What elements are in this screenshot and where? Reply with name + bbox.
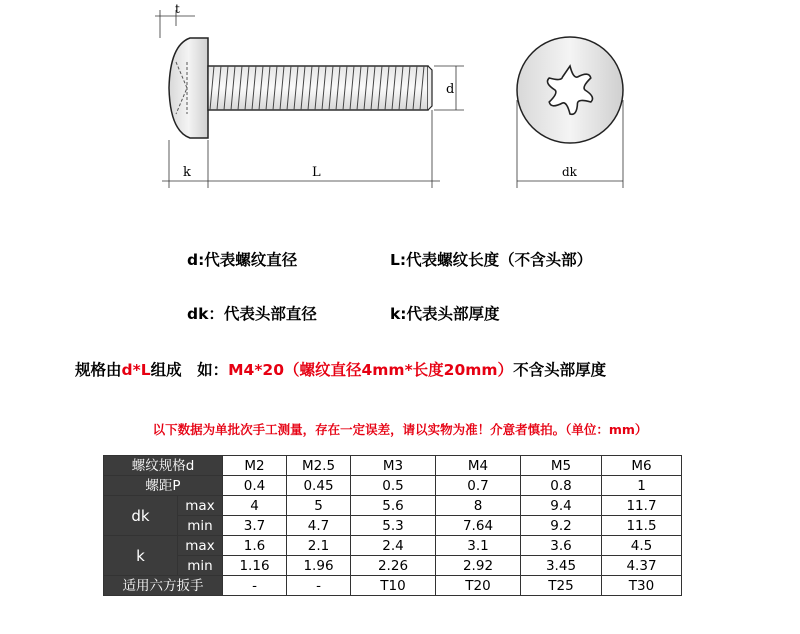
legend-dk: dk：代表头部直径 [187, 305, 317, 323]
spec-middle: 组成 如： [150, 361, 229, 379]
legend-L: L:代表螺纹长度（不含头部） [390, 251, 593, 269]
k-max-cell: 1.6 [223, 536, 287, 556]
k-min-cell: 1.96 [287, 556, 351, 576]
legend-k: k:代表头部厚度 [390, 305, 500, 323]
screw-side-view [155, 2, 464, 188]
k-min-cell: 2.26 [351, 556, 436, 576]
dk-header: dk [104, 496, 178, 536]
dk-min-cell: 11.5 [602, 516, 682, 536]
min-label: min [178, 556, 223, 576]
pitch-cell: 0.7 [436, 476, 521, 496]
wrench-cell: T25 [521, 576, 602, 596]
screw-technical-drawing [0, 0, 800, 200]
dk-max-cell: 5 [287, 496, 351, 516]
k-max-cell: 2.4 [351, 536, 436, 556]
size-cell: M2.5 [287, 456, 351, 476]
measurement-notice: 以下数据为单批次手工测量，存在一定误差，请以实物为准！介意者慎拍。（单位：mm） [152, 422, 648, 437]
size-cell: M4 [436, 456, 521, 476]
dk-max-cell: 8 [436, 496, 521, 516]
k-max-cell: 3.6 [521, 536, 602, 556]
pitch-cell: 0.8 [521, 476, 602, 496]
k-min-cell: 3.45 [521, 556, 602, 576]
pitch-cell: 0.45 [287, 476, 351, 496]
k-max-cell: 2.1 [287, 536, 351, 556]
k-min-cell: 2.92 [436, 556, 521, 576]
table-row-spec [104, 456, 682, 476]
pitch-cell: 0.5 [351, 476, 436, 496]
size-cell: M2 [223, 456, 287, 476]
k-min-cell: 1.16 [223, 556, 287, 576]
spec-header: 螺纹规格d [104, 456, 223, 476]
dk-max-cell: 5.6 [351, 496, 436, 516]
dk-min-cell: 3.7 [223, 516, 287, 536]
table-row-dk-min [104, 516, 682, 536]
table-row-wrench [104, 576, 682, 596]
wrench-cell: T10 [351, 576, 436, 596]
dk-min-cell: 7.64 [436, 516, 521, 536]
wrench-cell: T20 [436, 576, 521, 596]
wrench-cell: - [287, 576, 351, 596]
spec-prefix: 规格由 [75, 361, 122, 379]
size-cell: M5 [521, 456, 602, 476]
spec-example: M4*20（螺纹直径4mm*长度20mm） [228, 361, 514, 379]
dk-max-cell: 11.7 [602, 496, 682, 516]
k-max-cell: 4.5 [602, 536, 682, 556]
spec-table [103, 455, 682, 596]
spec-formula: d*L [121, 361, 151, 379]
min-label: min [178, 516, 223, 536]
dk-min-cell: 4.7 [287, 516, 351, 536]
legend-d: d:代表螺纹直径 [187, 251, 298, 269]
k-min-cell: 4.37 [602, 556, 682, 576]
size-cell: M3 [351, 456, 436, 476]
spec-explanation [75, 358, 606, 380]
pitch-cell: 1 [602, 476, 682, 496]
k-max-cell: 3.1 [436, 536, 521, 556]
k-header: k [104, 536, 178, 576]
table-row-k-min [104, 556, 682, 576]
dk-max-cell: 9.4 [521, 496, 602, 516]
dk-min-cell: 9.2 [521, 516, 602, 536]
table-row-dk-max [104, 496, 682, 516]
dim-k-label: k [183, 165, 191, 180]
wrench-header: 适用六方扳手 [104, 576, 223, 596]
screw-top-view [517, 37, 623, 188]
pitch-header: 螺距P [104, 476, 223, 496]
wrench-cell: - [223, 576, 287, 596]
pitch-cell: 0.4 [223, 476, 287, 496]
dim-dk-label: dk [562, 165, 577, 179]
max-label: max [178, 536, 223, 556]
dim-t-label: t [175, 2, 180, 16]
table-row-k-max [104, 536, 682, 556]
spec-suffix: 不含头部厚度 [513, 361, 607, 379]
wrench-cell: T30 [602, 576, 682, 596]
size-cell: M6 [602, 456, 682, 476]
dim-L-label: L [312, 165, 321, 180]
dk-min-cell: 5.3 [351, 516, 436, 536]
max-label: max [178, 496, 223, 516]
dk-max-cell: 4 [223, 496, 287, 516]
dim-d-label: d [446, 82, 455, 97]
table-row-pitch [104, 476, 682, 496]
